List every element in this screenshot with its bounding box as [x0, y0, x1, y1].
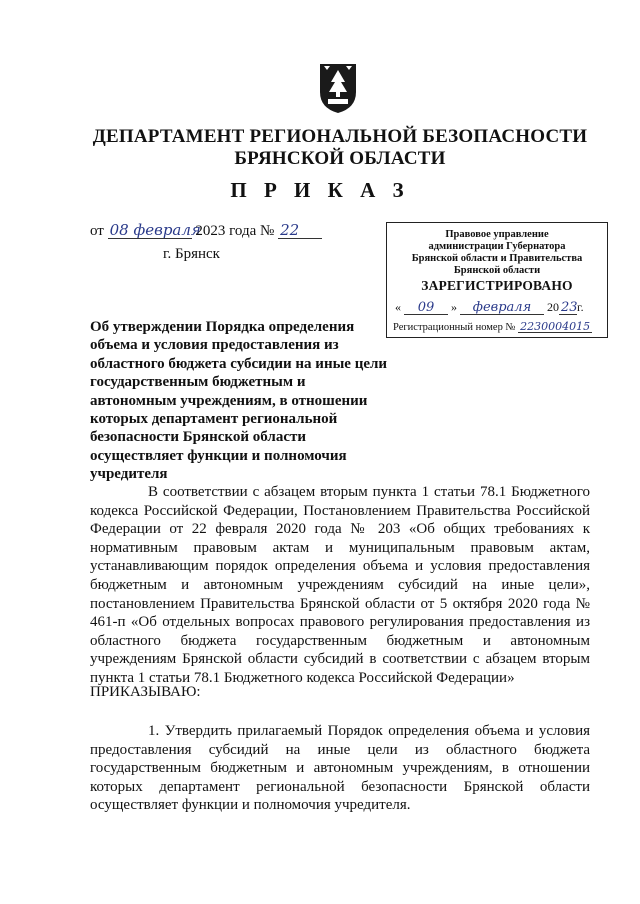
stamp-reg-number: 2230004015	[520, 320, 591, 333]
handwritten-order-number: 22	[278, 222, 322, 239]
stamp-org-line-3: Брянской области и Правительства	[411, 253, 583, 264]
stamp-org-line-1: Правовое управление	[445, 229, 549, 240]
stamp-year-prefix: 20	[547, 300, 559, 314]
stamp-year-suffix: 23	[561, 300, 578, 315]
stamp-quote-open: «	[395, 300, 401, 314]
year-text: 2023 года №	[195, 223, 275, 239]
department-line-2: БРЯНСКОЙ ОБЛАСТИ	[234, 148, 446, 169]
stamp-org-line-2: администрации Губернатора	[428, 241, 566, 252]
stamp-organization	[387, 229, 607, 277]
order-item-1: 1. Утвердить прилагаемый Порядок определения объема и условия предоставления субсидий на иные цели из областного бюджета государственным бюджетным и автономным учреждениям, в отношении которых департамент региональной безопасности Брянской области осуществляет функции и полномочия учредителя.	[90, 723, 590, 814]
department-title	[60, 126, 620, 170]
order-subject: Об утверждении Порядка определения объема и условия предоставления из областного бюджета субсидии на иные цели государственным бюджетным и автономным учреждениям, в отношении которых департамент региональной безопасности Брянской области осуществляет функции и полномочия учредителя	[90, 319, 388, 483]
stamp-org-line-4: Брянской области	[453, 265, 541, 276]
stamp-reg-label: Регистрационный номер №	[393, 322, 516, 333]
stamp-year-unit: г.	[577, 300, 584, 314]
date-prefix: от	[90, 223, 104, 239]
stamp-registration-number	[393, 321, 592, 334]
stamp-status: ЗАРЕГИСТРИРОВАНО	[421, 278, 573, 293]
stamp-month: февраля	[460, 301, 544, 315]
stamp-quote-close: »	[451, 300, 457, 314]
order-word: ПРИКАЗЫВАЮ:	[90, 684, 201, 700]
order-date-line	[90, 222, 322, 240]
document-type-title: П Р И К А З	[230, 178, 410, 202]
department-line-1: ДЕПАРТАМЕНТ РЕГИОНАЛЬНОЙ БЕЗОПАСНОСТИ	[92, 126, 588, 147]
coat-of-arms-icon	[318, 62, 358, 114]
registration-stamp	[386, 222, 608, 338]
preamble-paragraph: В соответствии с абзацем вторым пункта 1 статьи 78.1 Бюджетного кодекса Российской Федерации, Постановлением Правительства Российской Федерации от 22 февраля 2020 года № 203 «Об общих требованиях к нормативным правовым актам и муниципальным правовым актам, устанавливающим порядок определения объема и условия предоставления бюджетным и автономным учреждениям субсидий на иные цели», постановлением Правительства Брянской области от 5 октября 2020 года № 461-п «Об отдельных вопросах правового регулирования предоставления из областного бюджета государственным бюджетным и автономным учреждениям Брянской области субсидий в соответствии с абзацем вторым пункта 1 статьи 78.1 Бюджетного кодекса Российской Федерации»	[90, 484, 590, 686]
stamp-date	[395, 301, 584, 315]
stamp-day: 09	[404, 301, 448, 315]
handwritten-date: 08 февраля	[109, 221, 201, 239]
city-label: г. Брянск	[163, 246, 220, 262]
